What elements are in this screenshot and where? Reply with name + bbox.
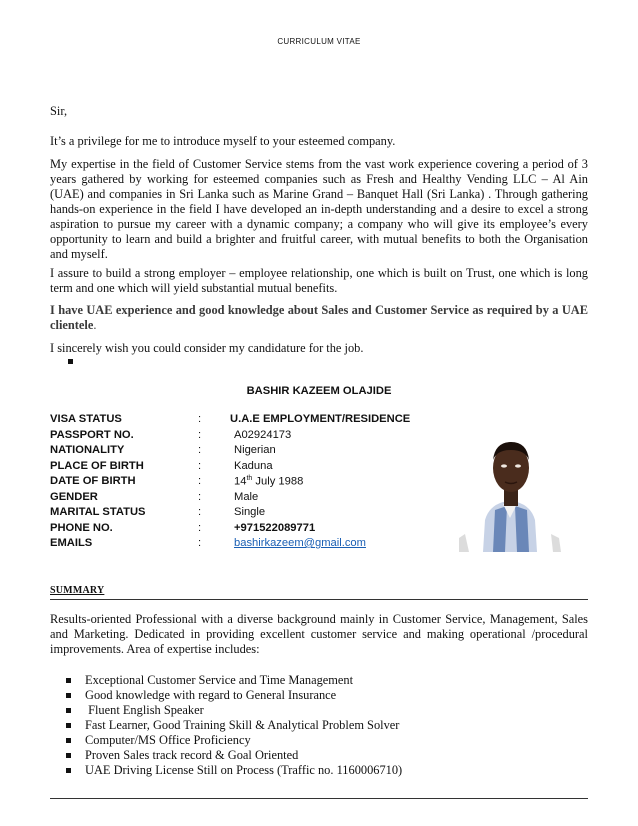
expertise-list (66, 673, 402, 778)
bullet-square-icon (66, 753, 71, 758)
detail-value-visa: U.A.E EMPLOYMENT/RESIDENCE (230, 413, 411, 425)
detail-colon: : (198, 537, 202, 549)
bullet-square-icon (66, 693, 71, 698)
detail-label: PHONE NO. (50, 521, 113, 534)
document-header: CURRICULUM VITAE (277, 37, 361, 46)
email-link[interactable]: bashirkazeem@gmail.com (234, 537, 366, 549)
detail-value-passport: A02924173 (234, 428, 292, 441)
detail-value-gender: Male (234, 490, 259, 503)
list-item-text: Fluent English Speaker (85, 703, 204, 717)
detail-value-place-of-birth: Kaduna (234, 459, 273, 472)
list-item-text: Good knowledge with regard to General Insurance (85, 688, 337, 702)
list-item-text: Proven Sales track record & Goal Oriented (85, 748, 299, 762)
list-item (66, 748, 402, 763)
uae-experience-paragraph (50, 303, 588, 333)
detail-colon: : (198, 459, 202, 472)
list-item-text: UAE Driving License Still on Process (Traffic no. 1160006710) (85, 763, 403, 777)
detail-value-date-of-birth (234, 475, 303, 488)
detail-label: EMAILS (50, 537, 93, 549)
summary-heading: SUMMARY (50, 585, 105, 596)
candidate-name: BASHIR KAZEEM OLAJIDE (246, 385, 392, 397)
detail-value-nationality: Nigerian (234, 444, 276, 456)
dob-month-year: July 1988 (252, 475, 304, 488)
detail-colon: : (198, 490, 202, 503)
list-item (66, 733, 402, 748)
list-item (66, 718, 402, 733)
detail-label: NATIONALITY (50, 444, 125, 456)
salutation: Sir, (50, 104, 68, 118)
detail-colon: : (198, 444, 202, 456)
detail-colon: : (198, 413, 202, 425)
intro-paragraph: It’s a privilege for me to introduce myself to your esteemed company. (50, 134, 396, 148)
detail-colon: : (198, 475, 202, 487)
detail-label: VISA STATUS (50, 413, 122, 425)
detail-colon: : (198, 428, 202, 441)
detail-label: DATE OF BIRTH (50, 475, 136, 487)
bullet-square-icon (66, 708, 71, 713)
list-item (66, 688, 402, 703)
profile-photo (455, 410, 565, 552)
bullet-square-icon (66, 768, 71, 773)
detail-colon: : (198, 521, 202, 534)
summary-paragraph: Results-oriented Professional with a diverse background mainly in Customer Service, Management, Sales and Marketing. Dedicated in providing excellent customer service and making operational /procedural improvements. Area of expertise includes: (50, 612, 588, 656)
assure-paragraph: I assure to build a strong employer – employee relationship, one which is built on Trust, one which is long term and one which will yield substantial mutual benefits. (50, 266, 588, 295)
dob-day: 14 (234, 475, 247, 488)
uae-period: . (93, 318, 97, 332)
list-item (66, 673, 402, 688)
bullet-square-icon (68, 359, 73, 364)
list-item-text: Exceptional Customer Service and Time Management (85, 673, 354, 687)
sincere-paragraph: I sincerely wish you could consider my candidature for the job. (50, 341, 364, 355)
detail-value-marital-status: Single (234, 506, 266, 518)
list-item-text: Fast Learner, Good Training Skill & Analytical Problem Solver (85, 718, 400, 732)
detail-label: GENDER (50, 490, 98, 503)
detail-label: MARITAL STATUS (50, 506, 146, 518)
bullet-square-icon (66, 678, 71, 683)
detail-value-phone: +971522089771 (234, 521, 316, 534)
bullet-square-icon (66, 723, 71, 728)
detail-colon: : (198, 506, 202, 518)
detail-label: PLACE OF BIRTH (50, 459, 144, 472)
list-item (66, 703, 402, 718)
detail-label: PASSPORT NO. (50, 428, 134, 441)
experience-paragraph: My expertise in the field of Customer Service stems from the vast work experience covering a period of 3 years gathered by working for esteemed companies such as Fresh and Healthy Vending LLC – Al Ain (UAE) and companies in Sri Lanka such as Marine Grand – Banquet Hall (Sri Lanka) . Through gathering hands-on experience in the field I have developed an in-depth understanding and a desire to excel a strong aspiration to pursue my career with a dynamic company; a company who will give its employee’s every opportunity to learn and build a brighter and fruitful career, with mutual benefits to both the Organisation and myself. (50, 157, 588, 261)
summary-divider (50, 599, 588, 600)
dob-ordinal: th (246, 475, 253, 482)
uae-experience-text: I have UAE experience and good knowledge about Sales and Customer Service as required by a UAE clientele (50, 303, 588, 332)
list-item-text: Computer/MS Office Proficiency (85, 733, 251, 747)
list-item (66, 763, 402, 778)
footer-divider (50, 798, 588, 799)
bullet-square-icon (66, 738, 71, 743)
